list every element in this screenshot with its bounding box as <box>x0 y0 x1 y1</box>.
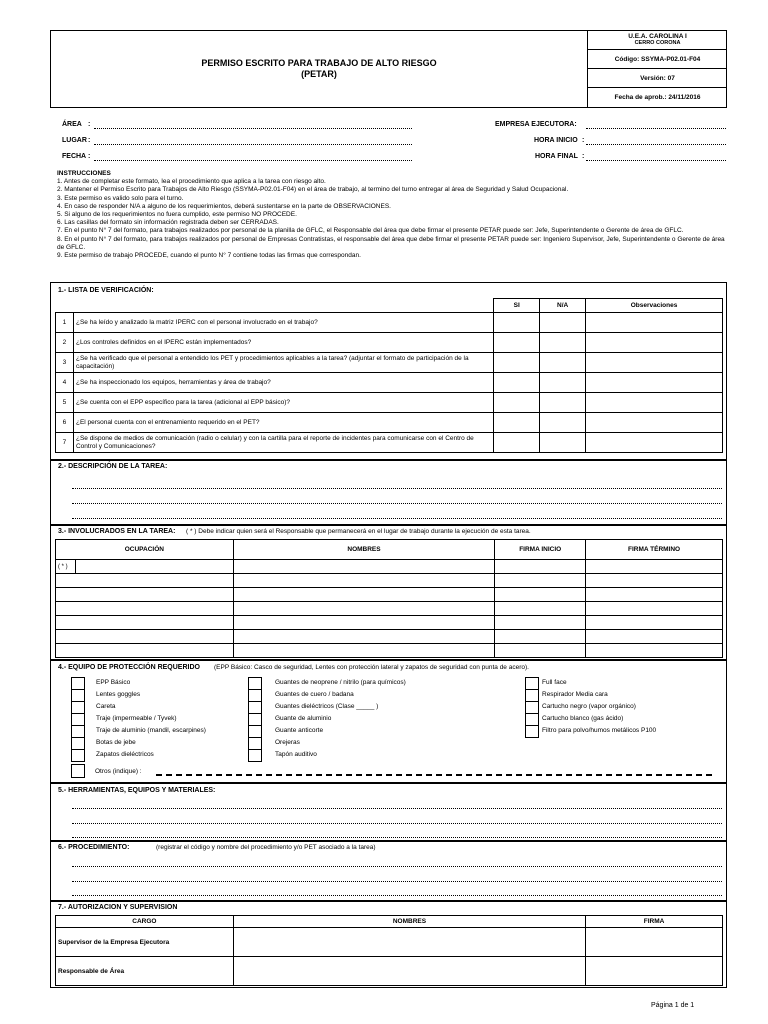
header-box <box>50 30 727 108</box>
divider <box>50 459 727 461</box>
epp-label: Tapón auditivo <box>275 751 317 758</box>
s5-line[interactable] <box>72 837 722 838</box>
cell[interactable] <box>75 560 233 574</box>
row-question: ¿Se ha inspeccionado los equipos, herramientas y área de trabajo? <box>73 373 493 393</box>
col-obs: Observaciones <box>586 299 723 313</box>
s7-title: 7.- AUTORIZACION Y SUPERVISION <box>58 904 178 911</box>
s4-note: (EPP Básico: Casco de seguridad, Lentes con protección lateral y zapatos de seguridad con punta de acero). <box>214 664 529 671</box>
blank-head <box>56 299 494 313</box>
epp-label: Orejeras <box>275 739 300 746</box>
cell-si[interactable] <box>494 313 540 333</box>
epp-label: Guantes de cuero / badana <box>275 691 354 698</box>
instruction-item: 6. Las casillas del formato sin información registrada deben ser CERRADAS. <box>57 219 279 227</box>
cell-na[interactable] <box>540 393 586 413</box>
colon: : <box>88 137 91 144</box>
hora-inicio-field[interactable] <box>586 144 726 145</box>
cell[interactable] <box>233 588 495 602</box>
cell-na[interactable] <box>540 313 586 333</box>
fecha-label: FECHA <box>62 153 87 160</box>
table-row <box>56 393 723 413</box>
approval-date: Fecha de aprob.: 24/11/2016 <box>614 94 701 101</box>
epp-label: Lentes goggles <box>96 691 141 698</box>
s4-title: 4.- EQUIPO DE PROTECCIÓN REQUERIDO <box>58 664 200 671</box>
cell[interactable] <box>56 588 234 602</box>
hora-inicio-label: HORA INICIO <box>534 137 578 144</box>
checkbox[interactable] <box>525 725 539 738</box>
table-row <box>56 630 723 644</box>
checklist-table <box>55 298 723 453</box>
row-num: 7 <box>56 433 74 453</box>
row-question: ¿Los controles definidos en el IPERC están implementados? <box>73 333 493 353</box>
row-question: ¿El personal cuenta con el entrenamiento requerido en el PET? <box>73 413 493 433</box>
epp-label: Guante de aluminio <box>275 715 332 722</box>
header-meta <box>588 31 727 107</box>
epp-label: Cartucho blanco (gas ácido) <box>542 715 624 722</box>
s2-line[interactable] <box>72 488 722 489</box>
cell[interactable] <box>495 588 586 602</box>
cell[interactable] <box>56 630 234 644</box>
cell-na[interactable] <box>540 373 586 393</box>
empresa-field[interactable] <box>586 128 726 129</box>
s2-line[interactable] <box>72 503 722 504</box>
row-num: 3 <box>56 353 74 373</box>
fecha-field[interactable] <box>94 160 412 161</box>
table-row <box>56 588 723 602</box>
instructions-title: INSTRUCCIONES <box>57 170 111 177</box>
cell[interactable] <box>586 644 723 658</box>
table-row <box>56 373 723 393</box>
firma-cell[interactable] <box>586 928 723 957</box>
nombre-cell[interactable] <box>233 957 585 986</box>
instruction-item: 7. En el punto N° 7 del formato, para trabajos realizados por personal de la planilla de GFLC, el Responsable del área que debe firmar el presente PETAR puede ser: Jefe, Superintendente o Gerente de área de GFLC. <box>57 227 684 235</box>
cell[interactable] <box>586 588 723 602</box>
instruction-item: 5. Si alguno de los requerimientos no fuera cumplido, este permiso NO PROCEDE. <box>57 211 297 219</box>
title-line2: (PETAR) <box>301 69 337 79</box>
cell[interactable] <box>56 616 234 630</box>
cell[interactable] <box>233 644 495 658</box>
hora-final-field[interactable] <box>586 160 726 161</box>
s5-line[interactable] <box>72 808 722 809</box>
instruction-item: 1. Antes de completar este formato, lea el procedimiento que aplica a la tarea con riesgo alto. <box>57 178 326 186</box>
table-row <box>56 560 723 574</box>
epp-label: Guantes dieléctricos (Clase _____ ) <box>275 703 379 710</box>
cell-si[interactable] <box>494 393 540 413</box>
table-row <box>56 644 723 658</box>
s6-line[interactable] <box>72 866 722 867</box>
cell[interactable] <box>233 602 495 616</box>
epp-label: EPP Básico <box>96 679 131 686</box>
divider <box>50 840 727 842</box>
table-row <box>56 957 723 986</box>
col-na: N/A <box>540 299 586 313</box>
divider <box>50 524 727 526</box>
involucrados-table <box>55 539 723 658</box>
col-ocupacion: OCUPACIÓN <box>56 540 234 560</box>
cell-si[interactable] <box>494 373 540 393</box>
title-line1: PERMISO ESCRITO PARA TRABAJO DE ALTO RIESGO <box>201 58 437 68</box>
table-row <box>56 413 723 433</box>
table-row <box>56 616 723 630</box>
epp-label: Zapatos dieléctricos <box>96 751 154 758</box>
epp-label: Careta <box>96 703 116 710</box>
table-row <box>56 602 723 616</box>
col-firma-inicio: FIRMA INICIO <box>495 540 586 560</box>
epp-label: Full face <box>542 679 567 686</box>
table-row <box>56 574 723 588</box>
firma-cell[interactable] <box>586 957 723 986</box>
cell-obs[interactable] <box>586 313 723 333</box>
col-nombres: NOMBRES <box>233 540 495 560</box>
cell[interactable] <box>586 630 723 644</box>
company-block <box>588 31 727 50</box>
cargo-cell: Responsable de Área <box>56 957 234 986</box>
site-name: CERRO CORONA <box>634 40 681 46</box>
epp-label: Filtro para polvo/humos metálicos P100 <box>542 727 657 734</box>
s6-line[interactable] <box>72 881 722 882</box>
instruction-item: 4. En caso de responder N/A a alguno de los requerimientos, deberá sustentarse en la parte de OBSERVACIONES. <box>57 202 391 210</box>
s3-title: 3.- INVOLUCRADOS EN LA TAREA: <box>58 528 176 535</box>
lugar-field[interactable] <box>94 144 412 145</box>
cell-na[interactable] <box>540 333 586 353</box>
epp-label: Guante anticorte <box>275 727 324 734</box>
cell-obs[interactable] <box>586 433 723 453</box>
colon: : <box>582 153 585 160</box>
divider <box>50 900 727 902</box>
cell[interactable] <box>56 602 234 616</box>
row-question: ¿Se ha verificado que el personal a entendido los PET y procedimientos aplicables a la tarea? (adjuntar el formato de participación de la capacitación) <box>73 353 493 373</box>
s5-line[interactable] <box>72 823 722 824</box>
colon: : <box>88 153 91 160</box>
cell[interactable] <box>495 574 586 588</box>
cell[interactable] <box>495 630 586 644</box>
colon: : <box>88 121 91 128</box>
empresa-label: EMPRESA EJECUTORA: <box>495 121 577 128</box>
epp-label: Cartucho negro (vapor orgánico) <box>542 703 636 710</box>
cell[interactable] <box>495 602 586 616</box>
cargo-cell: Supervisor de la Empresa Ejecutora <box>56 928 234 957</box>
epp-label: Traje de aluminio (mandil, escarpines) <box>96 727 206 734</box>
instruction-item: 3. Este permiso es valido solo para el turno. <box>57 194 184 202</box>
cell-na[interactable] <box>540 413 586 433</box>
col-firma-termino: FIRMA TÉRMINO <box>586 540 723 560</box>
cell-obs[interactable] <box>586 333 723 353</box>
otros-field[interactable] <box>156 774 712 776</box>
epp-label: Botas de jebe <box>96 739 136 746</box>
form-version: Versión: 07 <box>588 69 727 88</box>
cell-si[interactable] <box>494 433 540 453</box>
table-row <box>56 433 723 453</box>
epp-label: Guantes de neoprene / nitrilo (para químicos) <box>275 679 406 686</box>
table-row <box>56 333 723 353</box>
cell-na[interactable] <box>540 433 586 453</box>
page-number: Página 1 de 1 <box>651 1002 695 1009</box>
cell-si[interactable] <box>494 413 540 433</box>
cell[interactable] <box>56 574 234 588</box>
authorization-table <box>55 915 723 986</box>
s3-note: ( * ) Debe indicar quien será el Responsable que permanecerá en el lugar de trabajo durante la ejecución de esta tarea. <box>186 528 531 535</box>
col-nombres: NOMBRES <box>233 916 585 928</box>
cell[interactable] <box>495 644 586 658</box>
hora-final-label: HORA FINAL <box>535 153 578 160</box>
cell[interactable] <box>586 574 723 588</box>
s6-title: 6.- PROCEDIMIENTO: <box>58 844 130 851</box>
row-num: 1 <box>56 313 74 333</box>
row-question: ¿Se dispone de medios de comunicación (radio o celular) y con la cartilla para el reporte de incidentes para comunicarse con el Centro de Control y Comunicaciones? <box>73 433 493 453</box>
checkbox[interactable] <box>71 749 85 762</box>
cell[interactable] <box>495 560 586 574</box>
cell-obs[interactable] <box>586 393 723 413</box>
cell-si[interactable] <box>494 333 540 353</box>
s6-note: (registrar el código y nombre del procedimiento y/o PET asociado a la tarea) <box>156 844 376 851</box>
table-row <box>56 353 723 373</box>
s2-line[interactable] <box>72 518 722 519</box>
s5-title: 5.- HERRAMIENTAS, EQUIPOS Y MATERIALES: <box>58 787 216 794</box>
cell-obs[interactable] <box>586 353 723 373</box>
table-row <box>56 313 723 333</box>
checkbox-otros[interactable] <box>71 764 85 778</box>
responsible-mark: ( * ) <box>56 560 76 574</box>
row-question: ¿Se cuenta con el EPP específico para la tarea (adicional al EPP básico)? <box>73 393 493 413</box>
col-si: SI <box>494 299 540 313</box>
row-num: 4 <box>56 373 74 393</box>
cell[interactable] <box>56 644 234 658</box>
row-num: 5 <box>56 393 74 413</box>
epp-label: Traje (impermeable / Tyvek) <box>96 715 177 722</box>
cell[interactable] <box>233 574 495 588</box>
cell-obs[interactable] <box>586 373 723 393</box>
epp-label: Respirador Media cara <box>542 691 608 698</box>
cell[interactable] <box>233 616 495 630</box>
row-num: 6 <box>56 413 74 433</box>
area-field[interactable] <box>94 128 412 129</box>
lugar-label: LUGAR <box>62 137 87 144</box>
s2-title: 2.- DESCRIPCIÓN DE LA TAREA: <box>58 463 168 470</box>
colon: : <box>582 137 585 144</box>
instructions <box>57 170 727 260</box>
s1-title: 1.- LISTA DE VERIFICACIÓN: <box>58 287 154 294</box>
cell-na[interactable] <box>540 353 586 373</box>
nombre-cell[interactable] <box>233 928 585 957</box>
form-code: Código: SSYMA-P02.01-F04 <box>588 50 727 69</box>
col-firma: FIRMA <box>586 916 723 928</box>
cell[interactable] <box>586 560 723 574</box>
company-name: U.E.A. CAROLINA I <box>628 33 687 40</box>
divider <box>50 659 727 661</box>
instruction-item: 9. Este permiso de trabajo PROCEDE, cuando el punto N° 7 contiene todas las firmas que correspondan. <box>57 252 361 260</box>
cell[interactable] <box>233 560 495 574</box>
area-label: ÁREA <box>62 121 82 128</box>
cell[interactable] <box>495 616 586 630</box>
cell[interactable] <box>586 616 723 630</box>
col-cargo: CARGO <box>56 916 234 928</box>
row-num: 2 <box>56 333 74 353</box>
otros-label: Otros (indique) : <box>95 768 142 775</box>
s6-line[interactable] <box>72 895 722 896</box>
divider <box>50 782 727 784</box>
cell[interactable] <box>586 602 723 616</box>
instruction-item: 2. Mantener el Permiso Escrito para Trabajos de Alto Riesgo (SSYMA-P02.01-F04) en el área de trabajo, al termino del turno entregar al área de Seguridad y Salud Ocupacional. <box>57 186 569 194</box>
form-title <box>51 31 588 107</box>
cell-si[interactable] <box>494 353 540 373</box>
checkbox[interactable] <box>248 749 262 762</box>
cell-obs[interactable] <box>586 413 723 433</box>
table-row <box>56 928 723 957</box>
instruction-item: 8. En el punto N° 7 del formato, para trabajos realizados por personal de Empresas Contratistas, el responsable del área que debe firmar el presente PETAR puede ser: Ingeniero Supervisor, Jefe, Superintendente o Gerente de área de GFLC. <box>57 235 725 251</box>
cell[interactable] <box>233 630 495 644</box>
row-question: ¿Se ha leído y analizado la matriz IPERC con el personal involucrado en el trabajo? <box>73 313 493 333</box>
